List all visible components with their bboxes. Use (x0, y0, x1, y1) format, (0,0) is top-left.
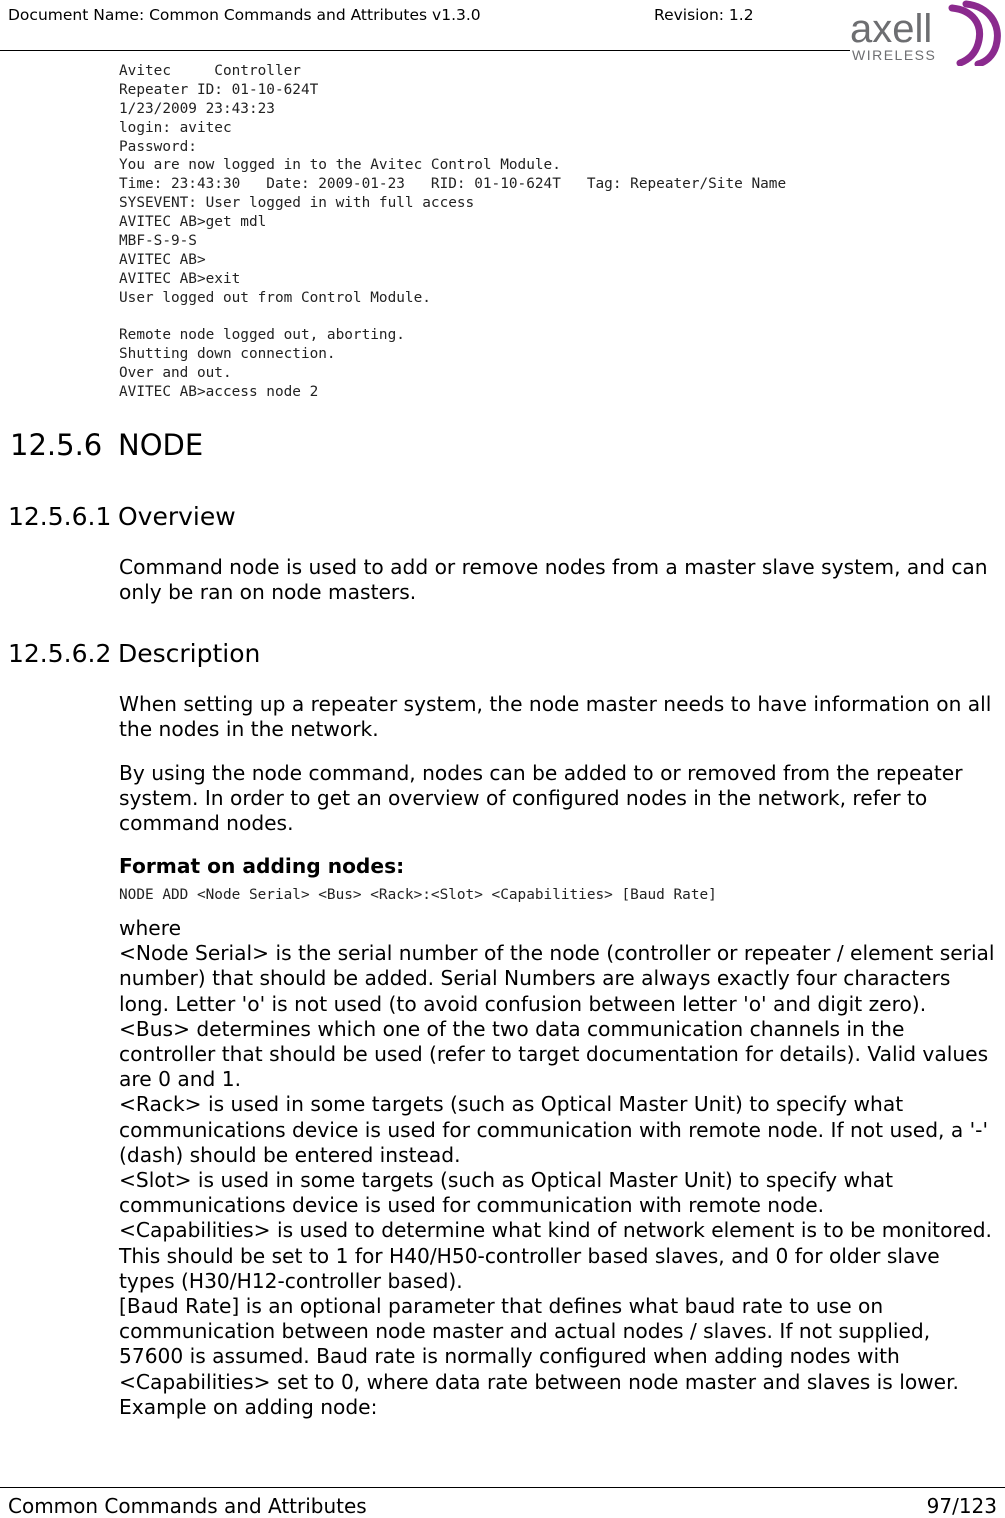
overview-text: Command node is used to add or remove nodes from a master slave system, and can only be ran on node masters. (119, 555, 988, 605)
terminal-line: You are now logged in to the Avitec Control Module. (119, 157, 561, 174)
bus-definition: <Bus> determines which one of the two data communication channels in the controller that should be used (refer to target documentation for details). Valid values are 0 and 1. (119, 1016, 989, 1092)
capabilities-definition: <Capabilities> is used to determine what kind of network element is to be monitored. This should be set to 1 for H40/H50-controller based slaves, and 0 for older slave types (H30/H12-controller based). (119, 1218, 992, 1293)
description-para-2: By using the node command, nodes can be added to or removed from the repeater system. In order to get an overview of configured nodes in the network, refer to command nodes. (119, 761, 963, 836)
terminal-line (119, 308, 786, 327)
terminal-line: Shutting down connection. (119, 346, 336, 363)
format-label: Format on adding nodes: (119, 854, 405, 878)
terminal-line: SYSEVENT: User logged in with full access (119, 195, 475, 212)
description-heading (8, 639, 260, 668)
example-label: Example on adding node: (119, 1394, 378, 1419)
terminal-line: AVITEC AB> (119, 251, 206, 268)
logo-text-main: axell (850, 7, 933, 51)
axell-wireless-logo (848, 0, 1005, 66)
page-header (0, 0, 1005, 63)
description-para-1: When setting up a repeater system, the node master needs to have information on all the nodes in the network. (119, 692, 992, 742)
overview-number: 12.5.6.1 (8, 502, 112, 531)
terminal-line: AVITEC AB>get mdl (119, 214, 267, 231)
rack-definition: <Rack> is used in some targets (such as Optical Master Unit) to specify what communications device is used for communication with remote node. If not used, a '-' (dash) should be entered instead. (119, 1092, 989, 1167)
section-number: 12.5.6 (10, 428, 103, 462)
parameter-definitions (119, 916, 999, 1420)
terminal-line: Over and out. (119, 365, 232, 382)
terminal-line: Password: (119, 138, 197, 155)
node-serial-definition: <Node Serial> is the serial number of the node (controller or repeater / element serial number) that should be added. Serial Numbers are always exactly four characters long. Letter 'o' is not used (to avoid confusion between letter 'o' and digit zero). (119, 941, 995, 1016)
where-text: where (119, 916, 182, 940)
header-divider (0, 50, 850, 51)
terminal-line: Repeater ID: 01-10-624T (119, 81, 319, 98)
overview-heading (8, 502, 236, 531)
terminal-line: AVITEC AB>exit (119, 270, 241, 287)
terminal-line: AVITEC AB>access node 2 (119, 384, 319, 401)
terminal-line: Time: 23:43:30 Date: 2009-01-23 RID: 01-10-624T Tag: Repeater/Site Name (119, 176, 787, 193)
page-number: 97/123 (926, 1494, 997, 1518)
revision: Revision: 1.2 (654, 6, 754, 24)
section-title: NODE (118, 428, 204, 462)
format-syntax: NODE ADD <Node Serial> <Bus> <Rack>:<Slot> <Capabilities> [Baud Rate] (119, 887, 717, 903)
terminal-line: login: avitec (119, 119, 232, 136)
terminal-output (119, 62, 786, 402)
slot-definition: <Slot> is used in some targets (such as Optical Master Unit) to specify what communications device is used for communication with remote node. (119, 1168, 894, 1218)
logo-text-sub: WIRELESS (852, 47, 937, 63)
terminal-line: Remote node logged out, aborting. (119, 327, 405, 344)
footer-title: Common Commands and Attributes (8, 1494, 367, 1518)
baud-rate-definition: [Baud Rate] is an optional parameter that defines what baud rate to use on communication between node master and actual nodes / slaves. If not supplied, 57600 is assumed. Baud rate is normally configured when adding nodes with <Capabilities> set to 0, where data rate between node master and slaves is lower. (119, 1294, 959, 1394)
terminal-line: Avitec Controller (119, 63, 301, 79)
description-number: 12.5.6.2 (8, 639, 112, 668)
description-title: Description (118, 639, 261, 668)
section-heading (10, 428, 203, 462)
overview-title: Overview (118, 502, 236, 531)
footer-divider (0, 1487, 1005, 1488)
terminal-line: 1/23/2009 23:43:23 (119, 100, 275, 117)
document-name: Document Name: Common Commands and Attributes v1.3.0 (8, 6, 481, 24)
terminal-line: MBF-S-9-S (119, 233, 197, 250)
terminal-line: User logged out from Control Module. (119, 289, 431, 306)
